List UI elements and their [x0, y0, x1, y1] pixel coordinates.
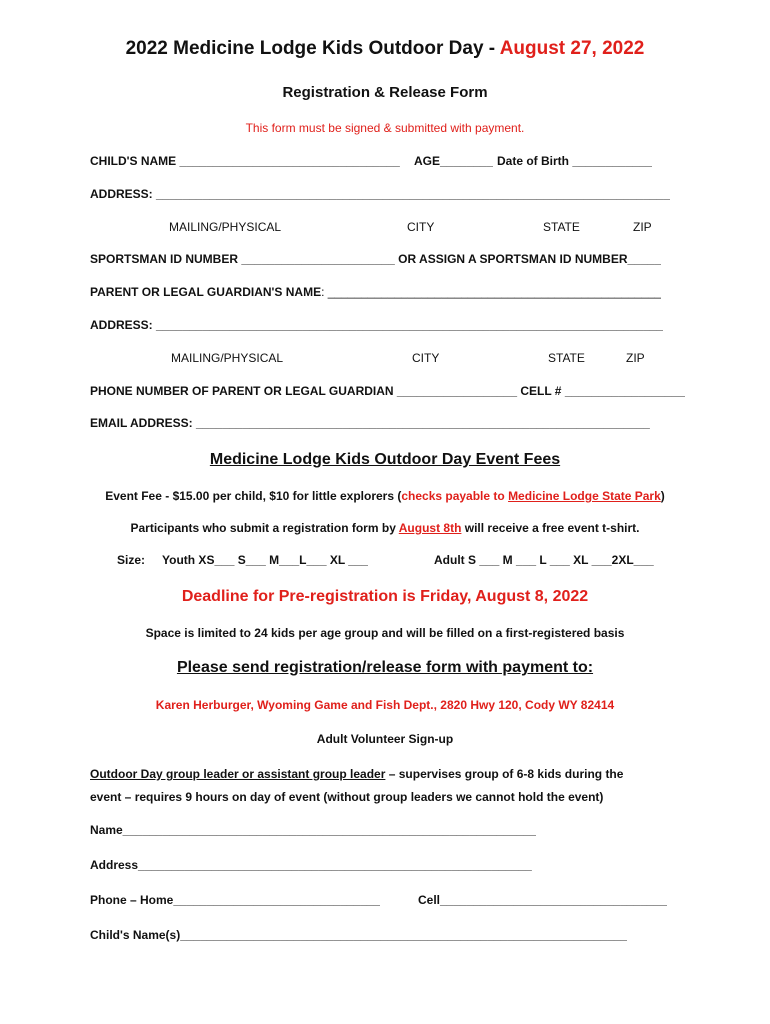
size-label: Size: — [117, 553, 146, 567]
tshirt-line — [0, 521, 770, 535]
address-label-state: STATE — [543, 220, 580, 234]
deadline-notice: Deadline for Pre-registration is Friday, August 8, 2022 — [181, 588, 589, 605]
park-name-text: Medicine Lodge State Park — [508, 489, 661, 503]
date-of-birth-field[interactable]: Date of Birth ____________ — [497, 154, 653, 168]
volunteer-heading: Adult Volunteer Sign-up — [316, 732, 454, 746]
volunteer-role-desc-2: event – requires 9 hours on day of event (without group leaders we cannot hold the event) — [90, 790, 604, 804]
address-label-state-2: STATE — [548, 351, 585, 365]
tshirt-date: August 8th — [398, 521, 462, 535]
address-label-zip-2: ZIP — [626, 351, 645, 365]
adult-size-options[interactable]: Adult S ___ M ___ L ___ XL ___2XL___ — [434, 553, 654, 567]
submission-notice: This form must be signed & submitted with payment. — [245, 121, 525, 135]
form-subtitle: Registration & Release Form — [282, 84, 488, 101]
volunteer-role-desc: – supervises group of 6-8 kids during the — [385, 767, 624, 781]
age-field[interactable]: AGE________ — [414, 154, 494, 168]
address-label-mailing: MAILING/PHYSICAL — [169, 220, 282, 234]
volunteer-address-field[interactable]: Address___________________________________________________________ — [90, 858, 532, 872]
title-date: August 27, 2022 — [499, 38, 645, 59]
title-main: 2022 Medicine Lodge Kids Outdoor Day - — [125, 38, 500, 59]
volunteer-home-phone-field[interactable]: Phone – Home_______________________________ — [90, 893, 381, 907]
tshirt-text-start: Participants who submit a registration form by — [130, 521, 399, 535]
volunteer-name-field[interactable]: Name______________________________________________________________ — [90, 823, 537, 837]
volunteer-childs-names-field[interactable]: Child's Name(s)___________________________________________________________________ — [90, 928, 628, 942]
sportsman-id-field[interactable]: SPORTSMAN ID NUMBER _______________________ OR ASSIGN A SPORTSMAN ID NUMBER_____ — [90, 252, 661, 266]
volunteer-role-label: Outdoor Day group leader or assistant group leader — [90, 767, 386, 781]
youth-size-options[interactable]: Youth XS___ S___ M___L___ XL ___ — [162, 553, 369, 567]
child-name-field[interactable]: CHILD'S NAME _________________________________ — [90, 154, 400, 168]
mailing-address: Karen Herburger, Wyoming Game and Fish Dept., 2820 Hwy 120, Cody WY 82414 — [155, 698, 615, 712]
child-address-field[interactable]: ADDRESS: _____________________________________________________________________________ — [90, 187, 670, 201]
fee-text: Event Fee - $15.00 per child, $10 for little explorers ( — [105, 489, 402, 503]
address-label-city-2: CITY — [412, 351, 440, 365]
space-limit-note: Space is limited to 24 kids per age group and will be filled on a first-registered basis — [145, 626, 625, 640]
guardian-name-label: PARENT OR LEGAL GUARDIAN'S NAME — [90, 285, 322, 299]
event-fee-line — [0, 489, 770, 503]
guardian-name-field[interactable] — [90, 285, 661, 299]
guardian-address-field[interactable]: ADDRESS: ____________________________________________________________________________ — [90, 318, 664, 332]
address-label-mailing-2: MAILING/PHYSICAL — [171, 351, 284, 365]
send-form-heading: Please send registration/release form with payment to: — [176, 659, 594, 676]
event-fees-heading: Medicine Lodge Kids Outdoor Day Event Fees — [209, 451, 561, 468]
tshirt-text-end: will receive a free event t-shirt. — [461, 521, 640, 535]
address-label-city: CITY — [407, 220, 435, 234]
fee-text-end: ) — [660, 489, 665, 503]
checks-payable-text: checks payable to — [401, 489, 509, 503]
volunteer-role-line — [90, 767, 623, 781]
address-label-zip: ZIP — [633, 220, 652, 234]
volunteer-cell-field[interactable]: Cell__________________________________ — [418, 893, 667, 907]
guardian-phone-field[interactable]: PHONE NUMBER OF PARENT OR LEGAL GUARDIAN __________________ CELL # __________________ — [90, 384, 685, 398]
page-title — [0, 38, 770, 60]
email-address-field[interactable]: EMAIL ADDRESS: ____________________________________________________________________ — [90, 416, 650, 430]
guardian-name-line[interactable]: : __________________________________________________ — [321, 285, 662, 299]
